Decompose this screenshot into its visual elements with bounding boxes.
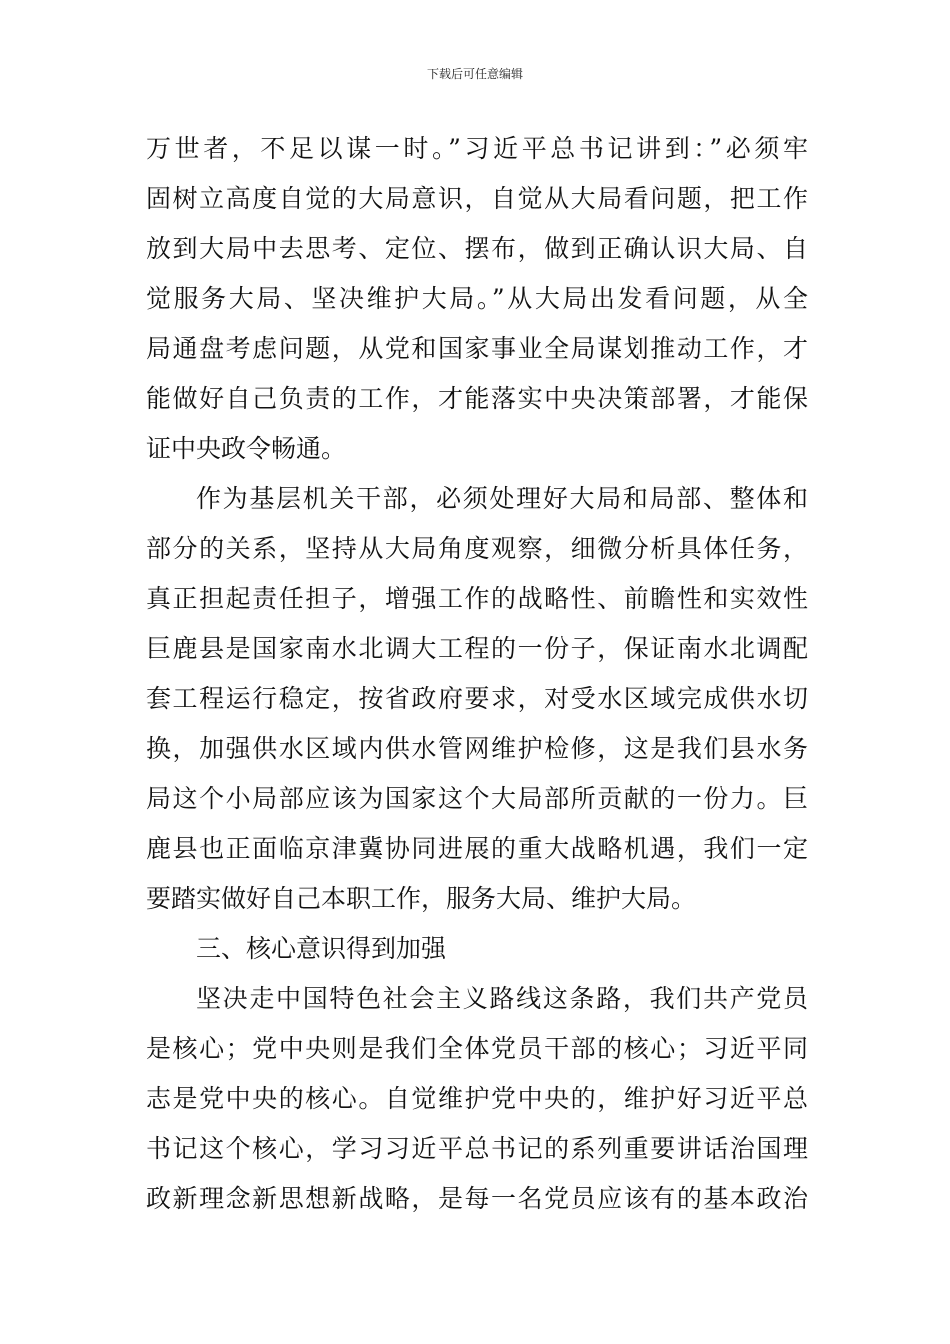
text-line: 套工程运行稳定，按省政府要求，对受水区域完成供水切 <box>146 684 808 713</box>
text-line: 证中央政令畅通。 <box>146 434 347 463</box>
text-line: 书记这个核心，学习习近平总书记的系列重要讲话治国理 <box>146 1134 808 1163</box>
document-body <box>146 124 808 1224</box>
text-line: 是核心；党中央则是我们全体党员干部的核心；习近平同 <box>146 1034 808 1063</box>
text-line: 万世者，不足以谋一时。”习近平总书记讲到：”必须牢 <box>146 134 808 163</box>
text-line: 部分的关系，坚持从大局角度观察，细微分析具体任务， <box>146 534 808 563</box>
text-line: 局通盘考虑问题，从党和国家事业全局谋划推动工作，才 <box>146 334 808 363</box>
text-line: 三、核心意识得到加强 <box>196 934 447 963</box>
text-line: 鹿县也正面临京津冀协同进展的重大战略机遇，我们一定 <box>146 834 808 863</box>
text-line: 固树立高度自觉的大局意识，自觉从大局看问题，把工作 <box>146 184 808 213</box>
text-line: 真正担起责任担子，增强工作的战略性、前瞻性和实效性 <box>146 584 808 613</box>
text-line: 志是党中央的核心。自觉维护党中央的，维护好习近平总 <box>146 1084 808 1113</box>
text-line: 觉服务大局、坚决维护大局。”从大局出发看问题，从全 <box>146 284 808 313</box>
text-line: 巨鹿县是国家南水北调大工程的一份子，保证南水北调配 <box>146 634 808 663</box>
text-line: 放到大局中去思考、定位、摆布，做到正确认识大局、自 <box>146 234 808 263</box>
page-header-note: 下载后可任意编辑 <box>426 67 523 81</box>
text-line: 能做好自己负责的工作，才能落实中央决策部署，才能保 <box>146 384 808 413</box>
text-line: 坚决走中国特色社会主义路线这条路，我们共产党员 <box>196 984 808 1013</box>
text-line: 换，加强供水区域内供水管网维护检修，这是我们县水务 <box>146 734 808 763</box>
text-line: 要踏实做好自己本职工作，服务大局、维护大局。 <box>146 884 697 913</box>
text-line: 政新理念新思想新战略，是每一名党员应该有的基本政治 <box>146 1184 808 1213</box>
text-line: 作为基层机关干部，必须处理好大局和局部、整体和 <box>196 484 808 513</box>
text-line: 局这个小局部应该为国家这个大局部所贡献的一份力。巨 <box>146 784 808 813</box>
